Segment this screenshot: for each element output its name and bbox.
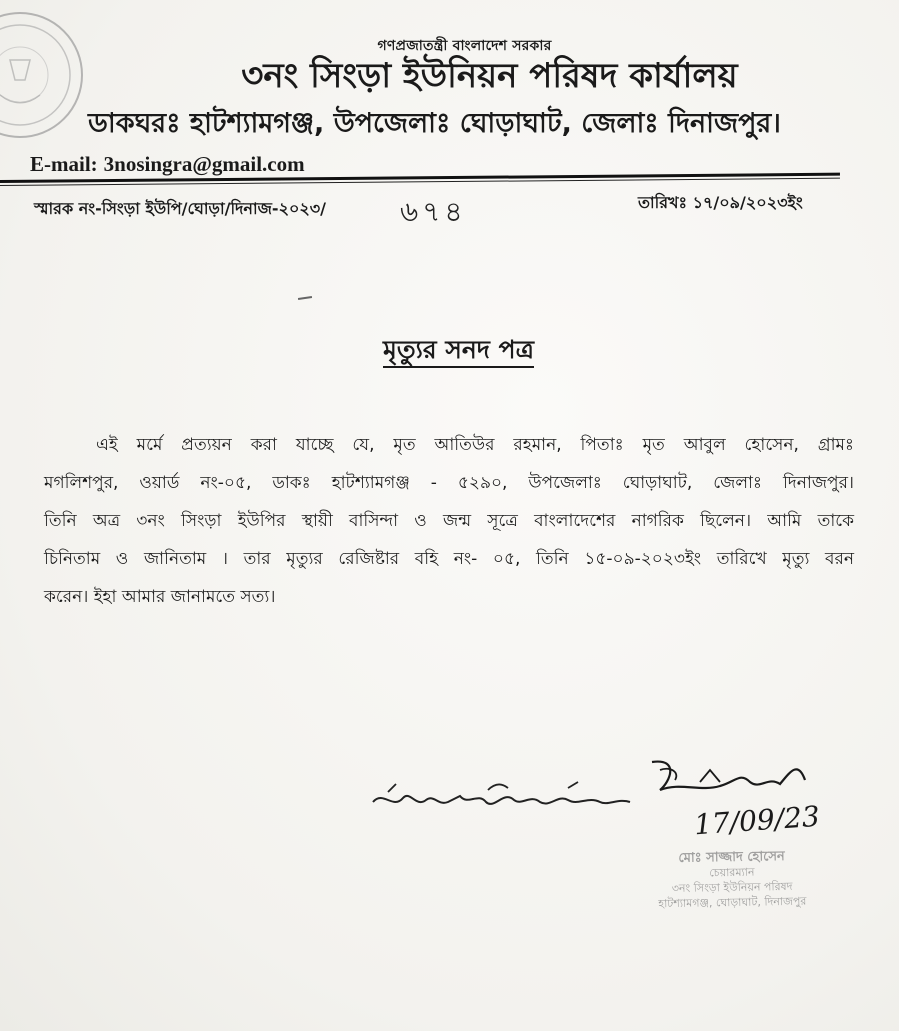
certificate-title [0, 330, 899, 373]
chairman-stamp [621, 848, 842, 912]
stamp-address: হাটশ্যামগঞ্জ, ঘোড়াঘাট, দিনাজপুর [658, 894, 807, 911]
body-line: করেন। ইহা আমার জানামতে সত্য। [44, 587, 276, 607]
memo-number: ৬৭৪ [400, 195, 467, 228]
certificate-title-text: মৃত্যুর সনদ পত্র [383, 335, 534, 368]
office-address: ডাকঘরঃ হাটশ্যামগঞ্জ, উপজেলাঃ ঘোড়াঘাট, জেলাঃ দিনাজপুর। [88, 108, 781, 139]
witness-signature-icon [368, 772, 638, 822]
memo-reference: স্মারক নং-সিংড়া ইউপি/ঘোড়া/দিনাজ-২০২৩/ [34, 199, 327, 218]
body-line: মগলিশপুর, ওয়ার্ড নং-০৫, ডাকঃ হাটশ্যামগঞ্জ - ৫২৯০, উপজেলাঃ ঘোড়াঘাট, জেলাঃ দিনাজপুর। [44, 473, 854, 493]
email-label: E-mail: [30, 152, 98, 176]
handwritten-date: 17/09/23 [693, 799, 821, 842]
office-email [30, 152, 305, 177]
stamp-designation: চেয়ারম্যান [709, 865, 755, 880]
body-line: এই মর্মে প্রত্যয়ন করা যাচ্ছে যে, মৃত আতিউর রহমান, পিতাঃ মৃত আবুল হোসেন, গ্রামঃ [96, 435, 854, 455]
body-line: তিনি অত্র ৩নং সিংড়া ইউপির স্থায়ী বাসিন্দা ও জন্ম সূত্রে বাংলাদেশের নাগরিক ছিলেন। আমি তাকে [44, 511, 854, 531]
stamp-office: ৩নং সিংড়া ইউনিয়ন পরিষদ [671, 879, 793, 896]
stamp-name: মোঃ সাজ্জাদ হোসেন [678, 849, 785, 866]
email-value: 3nosingra@gmail.com [103, 152, 305, 176]
office-name: ৩নং সিংড়া ইউনিয়ন পরিষদ কার্যালয় [241, 56, 738, 96]
stray-mark [298, 296, 312, 300]
certificate-body [44, 426, 854, 616]
government-name: গণপ্রজাতন্ত্রী বাংলাদেশ সরকার [377, 38, 552, 54]
body-line: চিনিতাম ও জানিতাম । তার মৃত্যুর রেজিষ্টার বহি নং- ০৫, তিনি ১৫-০৯-২০২৩ইং তারিখে মৃত্যু বরন [44, 549, 854, 569]
memo-date: তারিখঃ ১৭/০৯/২০২৩ইং [638, 193, 803, 212]
